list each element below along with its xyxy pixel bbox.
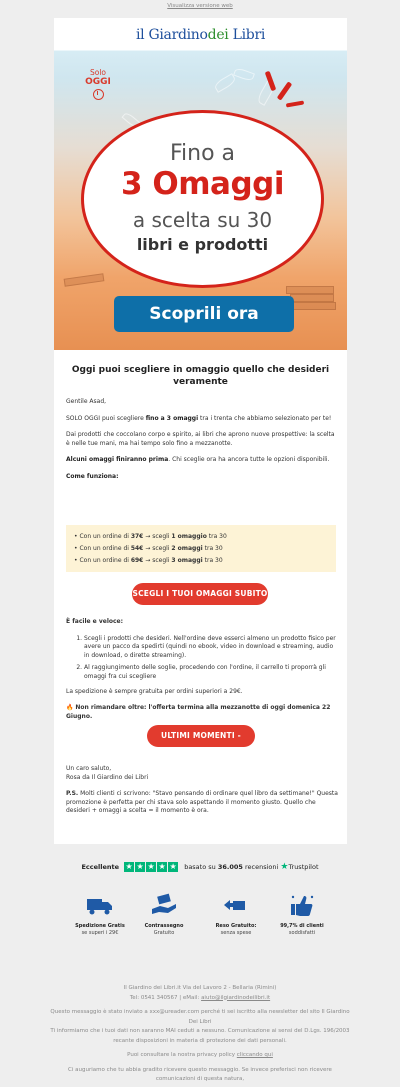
leaf-decoration	[213, 73, 237, 93]
star-icon: ★	[136, 862, 144, 871]
tier-item: • Con un ordine di 54€ → scegli 2 omaggi tra 30	[74, 543, 336, 555]
tier-item: • Con un ordine di 37€ → scegli 1 omaggio tra 30	[74, 531, 336, 543]
main-headline: Oggi puoi scegliere in omaggio quello che desideri veramente	[71, 365, 330, 387]
intro-paragraph: SOLO OGGI puoi scegliere fino a 3 omaggi tra i trenta che abbiamo selezionato per te!	[66, 414, 332, 422]
steps-section	[66, 618, 338, 721]
badge-solo-text: Solo	[89, 68, 107, 77]
leaf-decoration	[233, 67, 255, 82]
trust-label: Eccellente	[81, 863, 120, 871]
intro-text	[66, 398, 336, 490]
feature-satisfaction: 99,7% di clienti soddisfatti	[262, 893, 342, 937]
badge-oggi-text: OGGI	[85, 77, 111, 87]
view-web-version-link[interactable]: Visualizza versione web	[167, 3, 233, 9]
feature-free-shipping: Spedizione Gratis se superi i 29€	[60, 893, 140, 937]
star-icon: ★	[125, 862, 133, 871]
book-stack-decoration	[290, 294, 334, 302]
email-card	[54, 18, 347, 844]
footer-closing: Ci auguriamo che tu abbia gradito ricevere questo messaggio. Se invece preferisci non ricevere comunicazioni di questa natura,	[68, 1066, 332, 1082]
thumbs-up-icon	[288, 893, 316, 917]
book-stack-decoration	[64, 273, 105, 286]
deadline-note: 🔥 Non rimandare oltre: l'offerta termina alla mezzanotte di oggi domenica 22 Giugno.	[66, 704, 331, 720]
trustpilot-stars	[124, 862, 179, 872]
cash-hand-icon	[150, 893, 178, 917]
star-icon: ★	[147, 862, 155, 871]
closing-text	[66, 765, 338, 816]
how-it-works-title: Come funziona:	[66, 472, 119, 480]
trustpilot-bar[interactable]: Eccellente ★ ★ ★ ★ ★ basato su 36.005 recensioni ★Trustpilot	[81, 862, 319, 872]
review-count: 36.005	[217, 863, 243, 871]
fire-icon: 🔥	[66, 704, 74, 712]
step-item: 2. Al raggiungimento delle soglie, procedendo con l'ordine, il carrello ti proporrà gli omaggi fra cui scegliere	[84, 664, 338, 681]
alarm-clock-icon	[93, 89, 104, 100]
choose-gifts-button[interactable]: SCEGLI I TUOI OMAGGI SUBITO	[132, 583, 268, 605]
brand-logo[interactable]: il Giardinodei Libri	[135, 27, 266, 43]
offer-line-3: a scelta su 30	[132, 208, 273, 232]
urgency-paragraph: Alcuni omaggi finiranno prima. Chi sceglie ora ha ancora tutte le opzioni disponibili.	[66, 456, 330, 464]
tiers-box	[66, 525, 336, 572]
tier-item: • Con un ordine di 69€ → scegli 3 omaggi tra 30	[74, 555, 336, 567]
easy-title: È facile e veloce:	[66, 618, 124, 625]
star-icon: ★	[158, 862, 166, 871]
privacy-link[interactable]: cliccando qui	[236, 1052, 273, 1058]
last-moments-button[interactable]: ULTIMI MOMENTI - SCEGLI ORA	[147, 725, 255, 747]
hero-banner[interactable]	[54, 18, 347, 350]
feature-cash-on-delivery: Contrassegno Gratuito	[124, 893, 204, 937]
trustpilot-brand: Trustpilot	[288, 863, 319, 871]
solo-oggi-badge	[78, 68, 118, 100]
signoff-line: Un caro saluto,	[66, 765, 112, 772]
support-email-link[interactable]: aiuto@ilgiardinodeilibri.it	[201, 994, 271, 1001]
truck-icon	[86, 893, 114, 917]
star-icon: ★	[169, 862, 177, 871]
ps-paragraph: P.S. Molti clienti ci scrivono: "Stavo pensando di ordinare quel libro da settimane!" Questa promozione è perfetta per chi stava solo aspettando il momento giusto. Quello che desideri + omaggi a scelta = il momento è ora.	[66, 790, 338, 815]
footer	[50, 984, 350, 1087]
step-item: 1. Scegli i prodotti che desideri. Nell'ordine deve esserci almeno un prodotto fisico per avere un pacco da spedirti (quindi no ebook, video in download e streaming, audio in download, o dirette streaming).	[84, 635, 338, 661]
burst-line-icon	[286, 100, 304, 107]
discover-now-button[interactable]: Scoprili ora	[114, 296, 294, 332]
book-stack-decoration	[286, 286, 334, 294]
offer-oval	[81, 110, 324, 288]
footer-privacy: Puoi consultare la nostra privacy policy cliccando qui	[127, 1052, 273, 1058]
offer-line-4: libri e prodotti	[136, 235, 269, 254]
offer-line-2: 3 Omaggi	[121, 166, 284, 202]
trustpilot-star-logo-icon: ★	[280, 862, 289, 872]
feature-free-return: Reso Gratuito: senza spese	[196, 893, 276, 937]
return-icon	[222, 893, 250, 917]
signoff-name: Rosa da Il Giardino dei Libri	[66, 773, 149, 781]
greeting: Gentile Asad,	[66, 398, 107, 405]
burst-line-icon	[277, 81, 293, 100]
footer-notice-1: Questo messaggio è stato inviato a xxx@ureader.com perché ti sei iscritto alla newsletter del sito Il Giardino Dei Libri Ti informiamo che i tuoi dati non saranno MAI ceduti a nessuno. Comunicazione ai sensi del D.Lgs. 196/2003 recante disposizioni in materia di protezione dei dati personali.	[50, 1009, 350, 1044]
shipping-note: La spedizione è sempre gratuita per ordini superiori a 29€.	[66, 687, 243, 695]
products-paragraph: Dai prodotti che coccolano corpo e spirito, ai libri che aprono nuove prospettive: la scelta è nelle tue mani, ma hai tempo solo fino a mezzanotte.	[66, 431, 335, 447]
footer-address: Il Giardino dei Libri.it Via del Lavoro 2 - Bellaria (Rimini) Tel: 0541 340567 | eMail: aiuto@ilgiardinodeilibri.it	[123, 985, 277, 1001]
offer-line-1: Fino a	[169, 141, 236, 166]
